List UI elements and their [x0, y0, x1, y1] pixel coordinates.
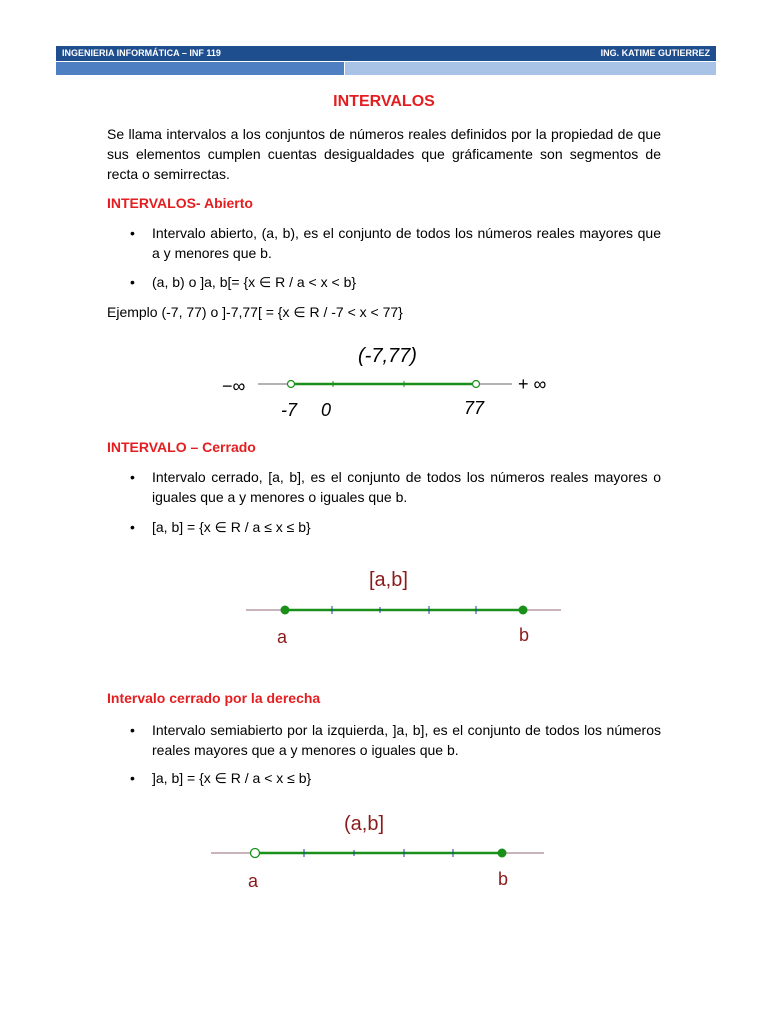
bullet-marker: • [130, 519, 135, 535]
closed-endpoint-right [519, 606, 528, 615]
header-author: ING. KATIME GUTIERREZ [600, 48, 710, 58]
heading-right-closed-interval: Intervalo cerrado por la derecha [107, 690, 321, 706]
positive-infinity-label: + ∞ [518, 374, 547, 394]
page-title: INTERVALOS [333, 93, 435, 110]
bullet-text: Intervalo cerrado, [a, b], es el conjunto de todos los números reales mayores o iguales que a y menores o iguales que b. [152, 469, 661, 505]
interval-label: (-7,77) [358, 345, 417, 367]
right-value-label: 77 [464, 398, 485, 418]
bullet-marker: • [130, 274, 135, 290]
bullet-text: Intervalo semiabierto por la izquierda, ]a, b], es el conjunto de todos los números reales mayores que a y menores o iguales que b. [152, 722, 661, 758]
closed-endpoint-right [498, 849, 507, 858]
endpoint-b-label: b [519, 625, 530, 645]
open-endpoint-right [473, 381, 480, 388]
open-endpoint-left [288, 381, 295, 388]
interval-label: (a,b] [344, 813, 385, 835]
bullet-marker: • [130, 225, 135, 241]
header-accent-bar [56, 62, 344, 75]
bullet-marker: • [130, 469, 135, 485]
list-item [130, 223, 661, 263]
list-item [130, 467, 661, 507]
interval-label: [a,b] [369, 569, 408, 591]
endpoint-a-label: a [248, 871, 259, 891]
list-item [130, 720, 661, 760]
open-endpoint-left [251, 849, 260, 858]
example-text: Ejemplo (-7, 77) o ]-7,77[ = {x ∈ R / -7 < x < 77} [107, 304, 403, 320]
list-item [130, 768, 661, 788]
bullet-text: (a, b) o ]a, b[= {x ∈ R / a < x < b} [152, 274, 357, 290]
intro-paragraph: Se llama intervalos a los conjuntos de números reales definidos por la propiedad de que sus elementos cumplen cuentas desigualdades que gráficamente son segmentos de recta o semirrectas. [107, 126, 661, 182]
endpoint-a-label: a [277, 627, 288, 647]
zero-label: 0 [321, 400, 332, 420]
header-course: INGENIERIA INFORMÁTICA – INF 119 [62, 48, 221, 58]
list-item [130, 517, 661, 537]
heading-closed-interval: INTERVALO – Cerrado [107, 439, 256, 455]
list-item [130, 272, 661, 292]
endpoint-b-label: b [498, 869, 509, 889]
bullet-text: [a, b] = {x ∈ R / a ≤ x ≤ b} [152, 519, 311, 535]
header-accent-bar-light [345, 62, 716, 75]
negative-infinity-label: −∞ [222, 376, 246, 396]
bullet-text: Intervalo abierto, (a, b), es el conjunto de todos los números reales mayores que a y menores que b. [152, 225, 661, 261]
bullet-text: ]a, b] = {x ∈ R / a < x ≤ b} [152, 770, 312, 786]
closed-endpoint-left [281, 606, 290, 615]
heading-open-interval: INTERVALOS- Abierto [107, 195, 253, 211]
bullet-marker: • [130, 770, 135, 786]
left-value-label: -7 [281, 400, 298, 420]
bullet-marker: • [130, 722, 135, 738]
page-header [56, 46, 716, 61]
